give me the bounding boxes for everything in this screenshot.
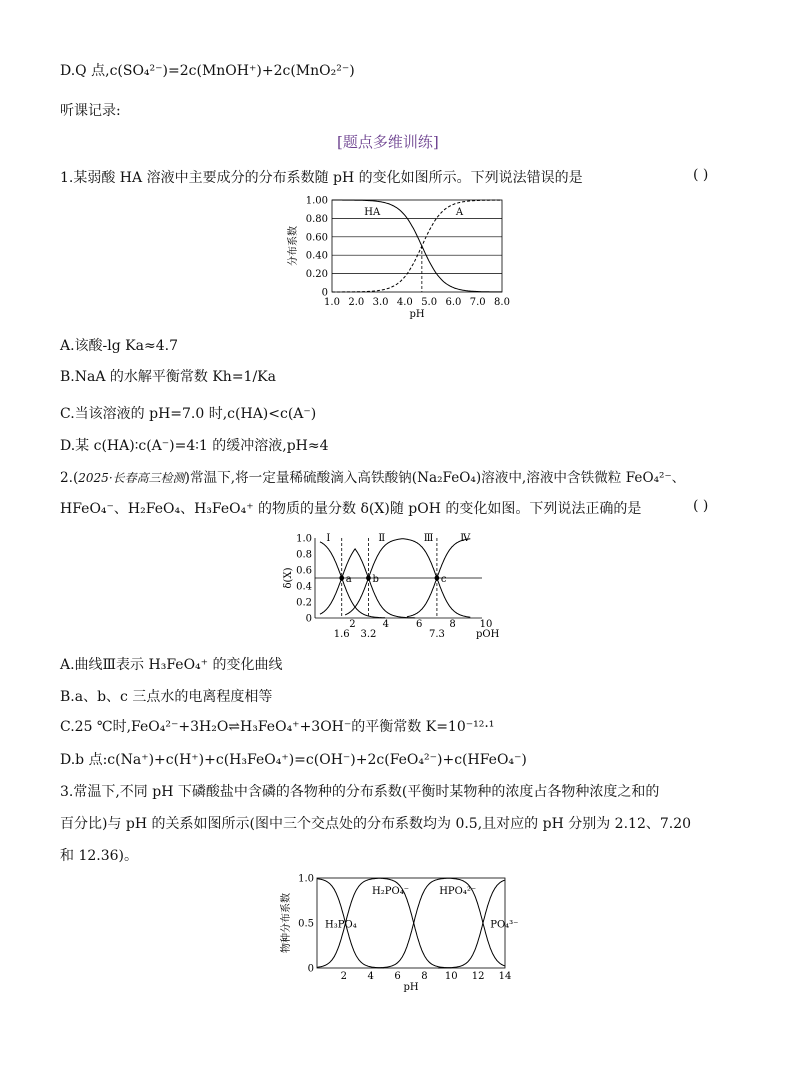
notes-label: 听课记录: <box>60 103 121 119</box>
q1-option-a: A.该酸-lg Ka≈4.7 <box>60 338 178 354</box>
crossing-label: 7.3 <box>428 629 445 640</box>
series-label-4: PO₄³⁻ <box>490 919 519 931</box>
q2-answer-paren: ( ) <box>693 498 709 514</box>
y-tick-label: 0.60 <box>305 232 328 244</box>
y-axis-label: δ(X) <box>283 567 294 589</box>
plot-frame <box>332 200 502 292</box>
x-tick-label: 7.0 <box>469 297 486 308</box>
q3-stem-line1: 3.常温下,不同 pH 下磷酸盐中含磷的各物种的分布系数(平衡时某物种的浓度占各物种浓度之和的 <box>60 784 660 800</box>
x-tick-label: 10 <box>444 971 458 982</box>
x-axis-label: pH <box>409 309 425 320</box>
series-label-1: H₃PO₄ <box>325 919 357 931</box>
series-label-4: Ⅳ <box>460 533 471 544</box>
x-tick-label: 2 <box>340 971 348 982</box>
q2-stem-source: 2025·长春高三检测 <box>78 471 185 485</box>
series-a-curve <box>332 200 502 292</box>
y-tick-label: 0.8 <box>296 549 312 561</box>
series-label-3: Ⅲ <box>423 533 434 544</box>
x-tick-label: 10 <box>479 619 493 630</box>
q2-stem-line1 <box>60 466 685 486</box>
q2-option-a: A.曲线Ⅲ表示 H₃FeO₄⁺ 的变化曲线 <box>60 657 283 673</box>
q1-option-d: D.某 c(HA)∶c(A⁻)=4∶1 的缓冲溶液,pH≈4 <box>60 438 329 454</box>
y-tick-label: 0.20 <box>305 269 328 281</box>
y-tick-label: 1.0 <box>296 533 312 545</box>
x-tick-label: 5.0 <box>421 297 438 308</box>
series-label-2: Ⅱ <box>378 533 386 544</box>
q1-option-b: B.NaA 的水解平衡常数 Kh=1/Ka <box>60 369 276 385</box>
y-tick-label: 0 <box>305 613 312 625</box>
x-tick-label: 14 <box>498 971 512 982</box>
y-tick-label: 0.5 <box>298 918 314 930</box>
q2-stem-line2: HFeO₄⁻、H₂FeO₄、H₃FeO₄⁺ 的物质的量分数 δ(X)随 pOH 的变化如图。下列说法正确的是 <box>60 501 642 517</box>
y-tick-label: 1.00 <box>305 195 328 207</box>
crossing-label: 1.6 <box>333 629 350 640</box>
y-tick-label: 1.0 <box>298 873 314 885</box>
series-label-a: A <box>455 207 464 218</box>
y-tick-label: 0.6 <box>296 565 312 577</box>
x-axis-label: pOH <box>476 629 500 640</box>
series-label-ha: HA <box>364 207 381 218</box>
chart-ha-distribution <box>282 192 514 327</box>
chart-feo4-distribution <box>282 528 514 643</box>
option-d-prefix: D.Q 点, <box>60 63 110 79</box>
x-tick-label: 6.0 <box>445 297 462 308</box>
point-label-a: a <box>345 574 352 585</box>
q2-stem-prefix: 2.( <box>60 470 79 486</box>
q2-option-d: D.b 点:c(Na⁺)+c(H⁺)+c(H₃FeO₄⁺)=c(OH⁻)+2c(FeO₄²⁻)+c(HFeO₄⁻) <box>60 752 527 768</box>
q2-option-c: C.25 ℃时,FeO₄²⁻+3H₂O⇌H₃FeO₄⁺+3OH⁻的平衡常数 K=10⁻¹²·¹ <box>60 719 495 735</box>
crossing-point <box>366 576 371 581</box>
y-tick-label: 0.2 <box>296 597 312 609</box>
y-axis-label: 物种分布系数 <box>281 893 292 953</box>
series-label-2: H₂PO₄⁻ <box>372 886 410 898</box>
crossing-point <box>435 576 440 581</box>
y-axis-label: 分布系数 <box>288 226 299 266</box>
x-tick-label: 4 <box>382 619 389 630</box>
crossing-label: 3.2 <box>360 629 377 640</box>
point-label-b: b <box>372 574 379 585</box>
x-tick-label: 8 <box>421 971 428 982</box>
crossing-point <box>339 576 344 581</box>
x-tick-label: 4.0 <box>396 297 413 308</box>
x-tick-label: 3.0 <box>372 297 389 308</box>
q2-stem-suffix: )常温下,将一定量稀硫酸滴入高铁酸钠(Na₂FeO₄)溶液中,溶液中含铁微粒 FeO₄²⁻、 <box>184 470 686 486</box>
y-tick-label: 0 <box>307 963 314 975</box>
q2-option-b: B.a、b、c 三点水的电离程度相等 <box>60 689 273 705</box>
y-tick-label: 0 <box>321 287 328 299</box>
q1-answer-paren: ( ) <box>693 167 709 183</box>
q3-stem-line2: 百分比)与 pH 的关系如图所示(图中三个交点处的分布系数均为 0.5,且对应的 pH 分别为 2.12、7.20 <box>60 816 692 832</box>
section-title: [题点多维训练] <box>337 133 439 151</box>
chart-phosphate-distribution <box>275 870 520 995</box>
series-ha-curve <box>332 200 502 292</box>
y-tick-label: 0.40 <box>305 250 328 262</box>
x-axis-label: pH <box>403 982 419 993</box>
y-tick-label: 0.4 <box>296 581 312 593</box>
q3-stem-line3: 和 12.36)。 <box>60 848 138 864</box>
q1-option-c: C.当该溶液的 pH=7.0 时,c(HA)<c(A⁻) <box>60 406 317 422</box>
x-tick-label: 12 <box>471 971 485 982</box>
x-tick-label: 4 <box>367 971 374 982</box>
x-tick-label: 2 <box>349 619 356 630</box>
x-tick-label: 6 <box>416 619 423 630</box>
q1-stem: 1.某弱酸 HA 溶液中主要成分的分布系数随 pH 的变化如图所示。下列说法错误的是 <box>60 170 583 186</box>
series-label-3: HPO₄²⁻ <box>439 886 477 898</box>
x-tick-label: 8 <box>449 619 456 630</box>
option-d-formula: c(SO₄²⁻)=2c(MnOH⁺)+2c(MnO₂²⁻) <box>109 63 355 79</box>
option-d-line <box>60 60 355 80</box>
x-tick-label: 2.0 <box>348 297 365 308</box>
point-label-c: c <box>440 574 447 585</box>
x-tick-label: 1.0 <box>324 297 340 308</box>
x-tick-label: 6 <box>394 971 401 982</box>
y-tick-label: 0.80 <box>305 213 328 225</box>
series-label-1: Ⅰ <box>326 533 331 544</box>
x-tick-label: 8.0 <box>494 297 510 308</box>
